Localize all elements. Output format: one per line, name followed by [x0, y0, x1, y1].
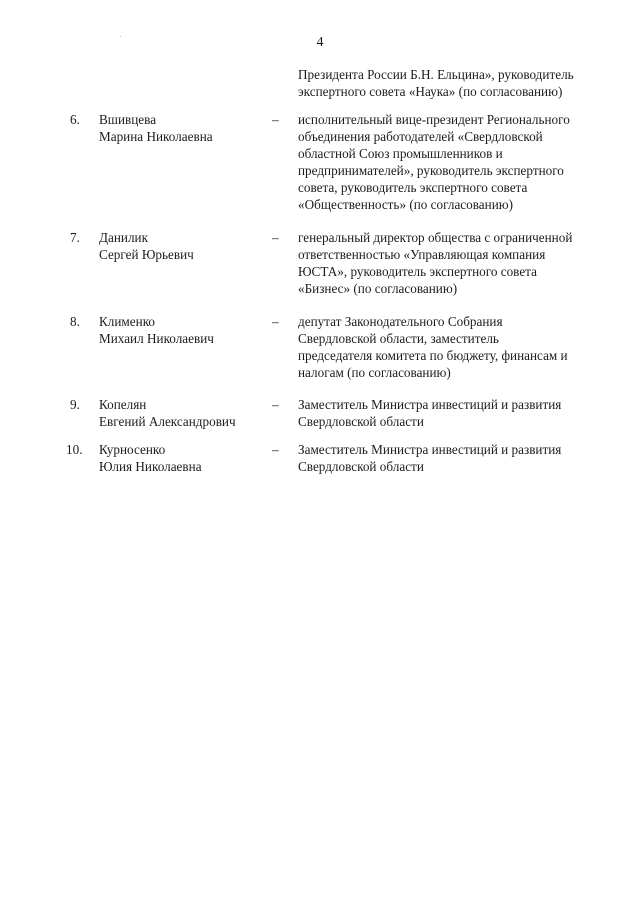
position-line: исполнительный вице-президент Регионального	[298, 112, 570, 127]
given-names: Михаил Николаевич	[99, 331, 214, 346]
position-line: председателя комитета по бюджету, финансам и	[298, 348, 568, 363]
position-line: Заместитель Министра инвестиций и развития	[298, 442, 562, 457]
item-number: 8.	[70, 314, 80, 329]
surname: Вшивцева	[99, 112, 157, 127]
position-line: ЮСТА», руководитель экспертного совета	[298, 264, 537, 279]
position-line: Свердловской области	[298, 414, 424, 429]
member-name	[99, 441, 264, 475]
position-line: депутат Законодательного Собрания	[298, 314, 503, 329]
list-item	[0, 229, 640, 297]
item-number: 10.	[66, 442, 83, 457]
member-position	[298, 396, 616, 430]
continuation-line: Президента России Б.Н. Ельцина», руководитель	[298, 67, 574, 82]
list-item	[0, 396, 640, 430]
member-position	[298, 229, 616, 297]
dash-separator: –	[272, 314, 279, 329]
item-number: 9.	[70, 397, 80, 412]
position-line: «Бизнес» (по согласованию)	[298, 281, 458, 296]
dash-separator: –	[272, 442, 279, 457]
position-line: предпринимателей», руководитель экспертного	[298, 163, 564, 178]
dash-separator: –	[272, 112, 279, 127]
given-names: Марина Николаевна	[99, 129, 213, 144]
member-name	[99, 313, 264, 347]
member-list	[0, 111, 640, 475]
position-line: Свердловской области	[298, 459, 424, 474]
dash-separator: –	[272, 397, 279, 412]
surname: Клименко	[99, 314, 156, 329]
list-item	[0, 441, 640, 475]
page-number: 4	[316, 35, 324, 50]
member-position	[298, 441, 616, 475]
position-line: объединения работодателей «Свердловской	[298, 129, 543, 144]
position-line: налогам (по согласованию)	[298, 365, 451, 380]
surname: Копелян	[99, 397, 147, 412]
given-names: Сергей Юрьевич	[99, 247, 194, 262]
surname: Данилик	[99, 230, 149, 245]
position-line: Заместитель Министра инвестиций и развития	[298, 397, 562, 412]
item-number: 7.	[70, 230, 80, 245]
position-line: совета, руководитель экспертного совета	[298, 180, 528, 195]
given-names: Юлия Николаевна	[99, 459, 202, 474]
list-item	[0, 313, 640, 381]
continuation-line: экспертного совета «Наука» (по согласованию)	[298, 84, 563, 99]
position-line: ответственностью «Управляющая компания	[298, 247, 546, 262]
position-line: «Общественность» (по согласованию)	[298, 197, 514, 212]
continuation-text	[298, 66, 618, 100]
member-name	[99, 111, 264, 145]
member-position	[298, 111, 616, 213]
position-line: генеральный директор общества с ограниченной	[298, 230, 573, 245]
dash-separator: –	[272, 230, 279, 245]
given-names: Евгений Александрович	[99, 414, 236, 429]
position-line: областной Союз промышленников и	[298, 146, 503, 161]
item-number: 6.	[70, 112, 80, 127]
position-line: Свердловской области, заместитель	[298, 331, 499, 346]
member-position	[298, 313, 616, 381]
list-item	[0, 111, 640, 213]
member-name	[99, 229, 264, 263]
surname: Курносенко	[99, 442, 166, 457]
member-name	[99, 396, 264, 430]
